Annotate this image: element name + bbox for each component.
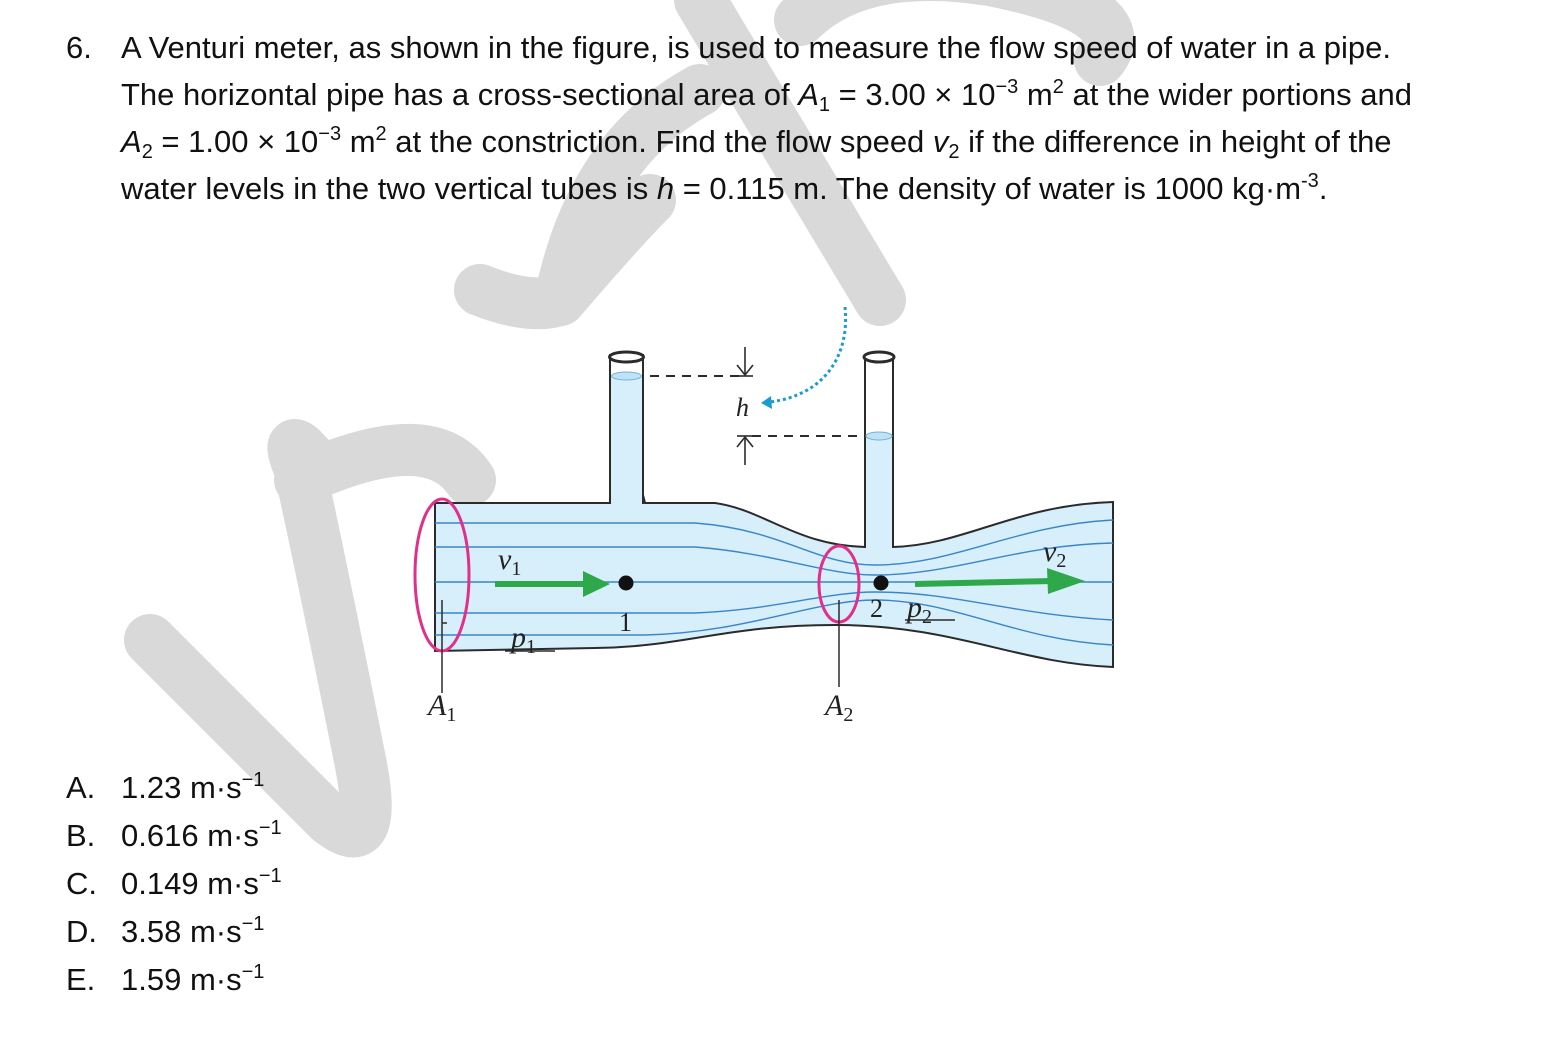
v2-subscript: 2	[948, 141, 960, 163]
question-text-segment: water levels in the two vertical tubes is	[121, 171, 657, 206]
label-a1-subscript: 1	[446, 704, 457, 726]
option-value-text: 1.59 m·s	[121, 962, 242, 997]
option-value	[121, 764, 264, 812]
h-symbol: h	[656, 171, 675, 206]
option-exponent: −1	[258, 817, 282, 839]
label-a2-subscript: 2	[843, 704, 854, 726]
question-text-segment: = 0.115 m. The density of water is 1000 kg·m	[674, 171, 1302, 206]
option-letter: B.	[66, 818, 96, 853]
a2-value: = 1.00 × 10	[152, 124, 319, 159]
question-line	[121, 118, 1506, 165]
label-v1-subscript: 1	[511, 558, 522, 580]
label-a2-symbol: A	[825, 689, 844, 722]
question-text	[121, 24, 1506, 212]
option-value	[121, 812, 282, 860]
tube-1-rim	[610, 352, 644, 362]
a1-subscript: 1	[818, 94, 831, 116]
option-exponent: −1	[241, 913, 265, 935]
question-text-segment: if the difference in height of the	[959, 124, 1392, 159]
label-point-1: 1	[619, 608, 632, 637]
label-a1-symbol: A	[428, 689, 447, 722]
a2-subscript: 2	[141, 141, 153, 163]
point-2	[874, 576, 889, 591]
option-value-text: 0.149 m·s	[121, 866, 259, 901]
label-v2-subscript: 2	[1056, 550, 1067, 572]
label-p2-symbol: p	[907, 591, 922, 624]
a2-unit-exponent: 2	[375, 123, 387, 145]
label-a1	[426, 689, 456, 726]
option-value-text: 3.58 m·s	[121, 914, 242, 949]
venturi-meter-figure	[395, 295, 1135, 740]
option-value-text: 0.616 m·s	[121, 818, 259, 853]
option-letter: E.	[66, 962, 96, 997]
tube-2-water-surface	[866, 432, 892, 440]
question	[66, 24, 1506, 212]
label-point-2: 2	[870, 594, 883, 623]
a1-symbol: A	[798, 77, 819, 112]
tube-2-water	[866, 435, 892, 549]
option-value-text: 1.23 m·s	[121, 770, 242, 805]
option-letter: D.	[66, 914, 97, 949]
a2-unit: m	[341, 124, 376, 159]
a1-exponent: −3	[995, 76, 1019, 98]
v2-symbol: v	[932, 124, 949, 159]
label-v1-symbol: v	[498, 543, 512, 576]
question-text-segment: .	[1318, 171, 1328, 206]
point-1	[619, 576, 634, 591]
question-number: 6.	[66, 30, 92, 65]
question-line	[121, 71, 1506, 118]
question-text-segment: at the constriction. Find the flow speed	[386, 124, 933, 159]
question-line	[121, 165, 1506, 212]
option-exponent: −1	[241, 769, 265, 791]
option-letter: C.	[66, 866, 97, 901]
tube-2-rim	[864, 352, 894, 362]
label-p2-subscript: 2	[922, 606, 932, 628]
label-p1-symbol: p	[511, 621, 526, 654]
option-exponent: −1	[258, 865, 282, 887]
h-hint-arrow-head	[761, 396, 772, 409]
density-exponent: -3	[1301, 170, 1319, 192]
tube-1-water	[611, 375, 642, 505]
question-line	[121, 24, 1506, 71]
option-value	[121, 860, 282, 908]
a2-exponent: −3	[318, 123, 342, 145]
option-exponent: −1	[241, 961, 265, 983]
v2-arrow	[915, 581, 1053, 584]
a1-unit-exponent: 2	[1052, 76, 1064, 98]
question-text-segment: at the wider portions and	[1063, 77, 1412, 112]
option-letter: A.	[66, 770, 96, 805]
a1-unit: m	[1018, 77, 1053, 112]
question-text-segment: The horizontal pipe has a cross-sectional area of	[121, 77, 799, 112]
h-hint-arrow	[770, 307, 846, 402]
label-h: h	[736, 393, 749, 422]
a2-symbol: A	[121, 124, 142, 159]
question-text-segment: A Venturi meter, as shown in the figure, is used to measure the flow speed of water in a pipe.	[121, 30, 1392, 65]
a1-value: = 3.00 × 10	[830, 77, 996, 112]
label-p1-subscript: 1	[526, 636, 536, 658]
label-a2	[823, 689, 853, 726]
tube-1-water-surface	[612, 372, 642, 380]
option-value	[121, 908, 264, 956]
option-value	[121, 956, 264, 1004]
label-v2-symbol: v	[1043, 535, 1057, 568]
